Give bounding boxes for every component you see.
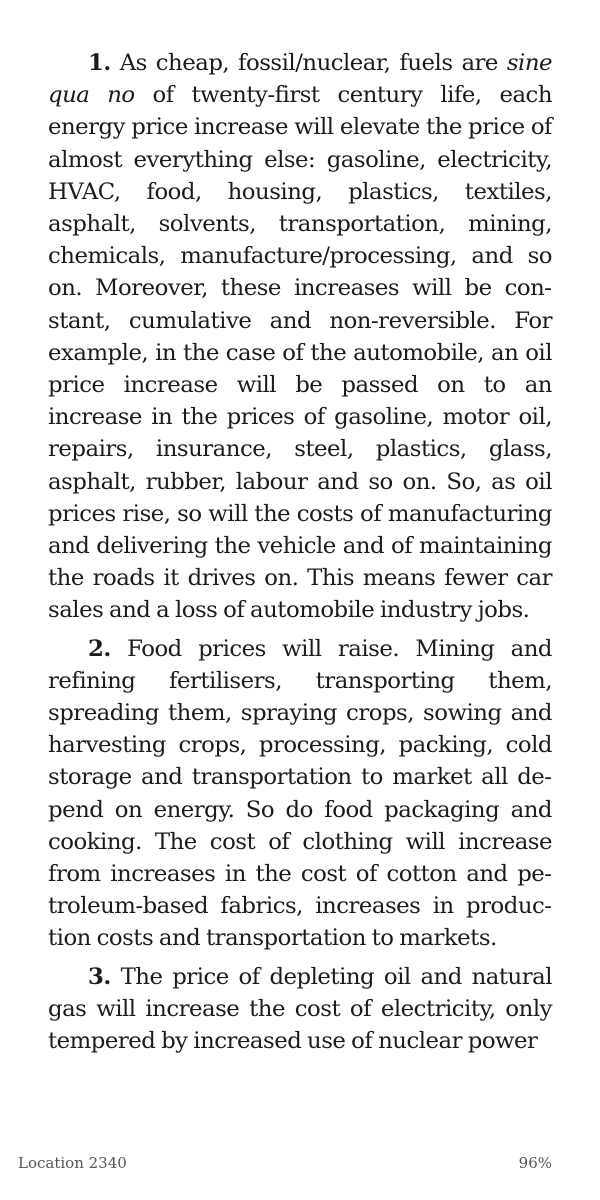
reader-footer — [0, 1154, 600, 1178]
progress-percent: 96% — [518, 1154, 552, 1172]
paragraph-3 — [48, 961, 552, 1058]
reading-page — [48, 47, 552, 1063]
paragraph-text: As cheap, fossil/nuclear, fuels are — [110, 50, 507, 76]
paragraph-text: The price of depleting oil and natural gas will increase the cost of electricity, only tempered by increased use of nuclear power — [48, 963, 552, 1055]
paragraph-2 — [48, 633, 552, 955]
italic-phrase: sine qua no — [48, 50, 552, 109]
paragraph-text: of twenty-first century life, each energy price increase will elevate the price of almost everything else: gasoline, electricity, HVAC, food, housing, plastics, textiles, asphalt, solvents, transportation, mining, chemicals, manufacture/processing, and so on. Moreover, these increases will be constant, cumulative and non-reversible. For example, in the case of the automobile, an oil price increase will be passed on to an increase in the prices of gasoline, motor oil, repairs, insurance, steel, plastics, glass, asphalt, rubber, labour and so on. So, as oil prices rise, so will the costs of manufacturing and delivering the vehicle and of maintaining the roads it drives on. This means fewer car sales and a loss of automobile industry jobs. — [48, 82, 552, 624]
paragraph-number: 2. — [88, 635, 111, 662]
paragraph-text: Food prices will raise. Mining and refining fertilisers, transporting them, spreading them, spraying crops, sowing and harvesting crops, processing, packing, cold storage and transportation to market all depend on energy. So do food packaging and cooking. The cost of clothing will increase from increases in the cost of cotton and petroleum-based fabrics, increases in production costs and transportation to markets. — [48, 635, 552, 952]
location-indicator[interactable]: Location 2340 — [18, 1154, 127, 1172]
paragraph-number: 1. — [88, 50, 111, 76]
paragraph-1 — [48, 47, 552, 627]
paragraph-number: 3. — [88, 963, 111, 990]
